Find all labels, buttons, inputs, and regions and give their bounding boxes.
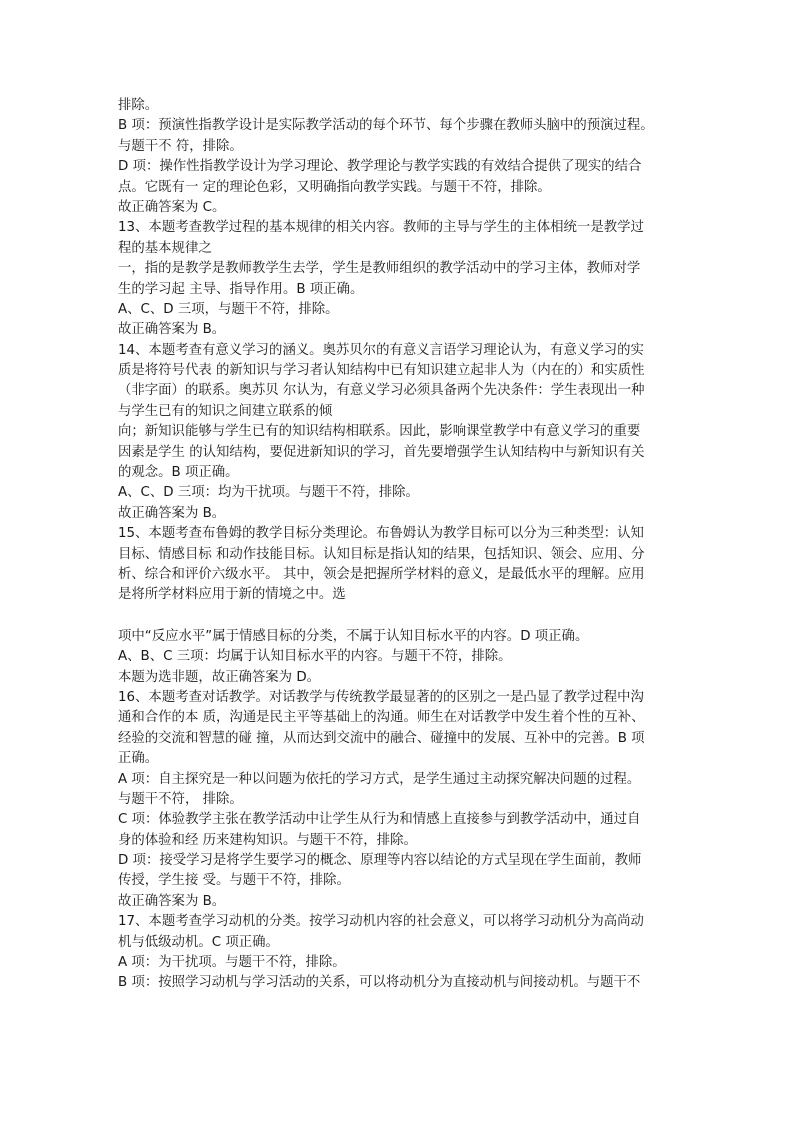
text-line: 17、本题考查学习动机的分类。按学习动机内容的社会意义，可以将学习动机分为高尚动 (118, 914, 644, 930)
text-line: 与题干不 符，排除。 (118, 138, 243, 154)
text-line: B 项：预演性指教学设计是实际教学活动的每个环节、每个步骤在教师头脑中的预演过程。 (118, 118, 654, 134)
text-line: 故正确答案为 B。 (118, 505, 226, 521)
text-block-upper (118, 96, 678, 606)
text-line: 经验的交流和智慧的碰 撞，从而达到交流中的融合、碰撞中的发展、互补中的完善。B 项 (118, 730, 645, 746)
text-line: 故正确答案为 C。 (118, 199, 226, 215)
text-line: A 项：为干扰项。与题干不符，排除。 (118, 955, 346, 971)
text-line: 一，指的是教学是教师教学生去学，学生是教师组织的教学活动中的学习主体，教师对学 (118, 261, 641, 277)
text-line: 生的学习起 主导、指导作用。B 项正确。 (118, 281, 364, 297)
text-line: 与题干不符， 排除。 (118, 791, 243, 807)
text-line: 15、本题考查布鲁姆的教学目标分类理论。布鲁姆认为教学目标可以分为三种类型：认知 (118, 526, 644, 542)
text-line: 因素是学生 的认知结构，要促进新知识的学习，首先要增强学生认知结构中与新知识有关 (118, 444, 645, 460)
text-line: 传授，学生接 受。与题干不符，排除。 (118, 873, 350, 889)
text-line: C 项：体验教学主张在教学活动中让学生从行为和情感上直接参与到教学活动中，通过自 (118, 812, 641, 828)
text-line: 与学生已有的知识之间建立联系的倾 (118, 403, 333, 419)
text-line: A、C、D 三项，与题干不符，排除。 (118, 301, 339, 317)
text-line: 是将所学材料应用于新的情境之中。选 (118, 587, 346, 603)
text-line: 16、本题考查对话教学。对话教学与传统教学最显著的的区别之一是凸显了教学过程中沟 (118, 689, 644, 705)
text-line: 14、本题考查有意义学习的涵义。奥苏贝尔的有意义言语学习理论认为，有意义学习的实 (118, 342, 644, 358)
text-line: 项中“反应水平”属于情感目标的分类，不属于认知目标水平的内容。D 项正确。 (118, 628, 589, 644)
text-line: 点。它既有一 定的理论色彩，又明确指向教学实践。与题干不符，排除。 (118, 179, 551, 195)
text-line: A、B、C 三项：均属于认知目标水平的内容。与题干不符，排除。 (118, 649, 512, 665)
text-line: 程的基本规律之 (118, 240, 212, 256)
text-line: B 项：按照学习动机与学习活动的关系，可以将动机分为直接动机与间接动机。与题干不 (118, 975, 641, 991)
text-line: A、C、D 三项：均为干扰项。与题干不符，排除。 (118, 485, 419, 501)
text-line: 向；新知识能够与学生已有的知识结构相联系。因此，影响课堂教学中有意义学习的重要 (118, 424, 641, 440)
paragraph-gap (118, 606, 678, 627)
text-line: 故正确答案为 B。 (118, 893, 226, 909)
text-line: D 项：操作性指教学设计为学习理论、教学理论与教学实践的有效结合提供了现实的结合 (118, 159, 642, 175)
text-line: 故正确答案为 B。 (118, 322, 226, 338)
text-line: 本题为选非题，故正确答案为 D。 (118, 669, 321, 685)
text-line: 析、综合和评价六级水平。 其中，领会是把握所学材料的意义，是最低水平的理解。应用 (118, 566, 645, 582)
text-line: A 项：自主探究是一种以问题为依托的学习方式，是学生通过主动探究解决问题的过程。 (118, 771, 641, 787)
text-line: D 项：接受学习是将学生要学习的概念、原理等内容以结论的方式呈现在学生面前，教师 (118, 853, 642, 869)
text-line: 通和合作的本 质，沟通是民主平等基础上的沟通。师生在对话教学中发生着个性的互补、 (118, 710, 645, 726)
text-line: 的观念。B 项正确。 (118, 465, 239, 481)
document-page (118, 96, 678, 994)
text-line: 排除。 (118, 98, 159, 113)
text-line: 机与低级动机。C 项正确。 (118, 934, 279, 950)
text-line: 目标、情感目标 和动作技能目标。认知目标是指认知的结果，包括知识、领会、应用、分 (118, 546, 645, 562)
text-block-lower (118, 627, 678, 994)
text-line: （非字面）的联系。奥苏贝 尔认为，有意义学习必须具备两个先决条件：学生表现出一种 (118, 383, 645, 399)
text-line: 身的体验和经 历来建构知识。与题干不符，排除。 (118, 832, 417, 848)
text-line: 正确。 (118, 751, 159, 767)
text-line: 质是将符号代表 的新知识与学习者认知结构中已有知识建立起非人为（内在的）和实质性 (118, 363, 645, 379)
text-line: 13、本题考查教学过程的基本规律的相关内容。教师的主导与学生的主体相统一是教学过 (118, 220, 644, 236)
